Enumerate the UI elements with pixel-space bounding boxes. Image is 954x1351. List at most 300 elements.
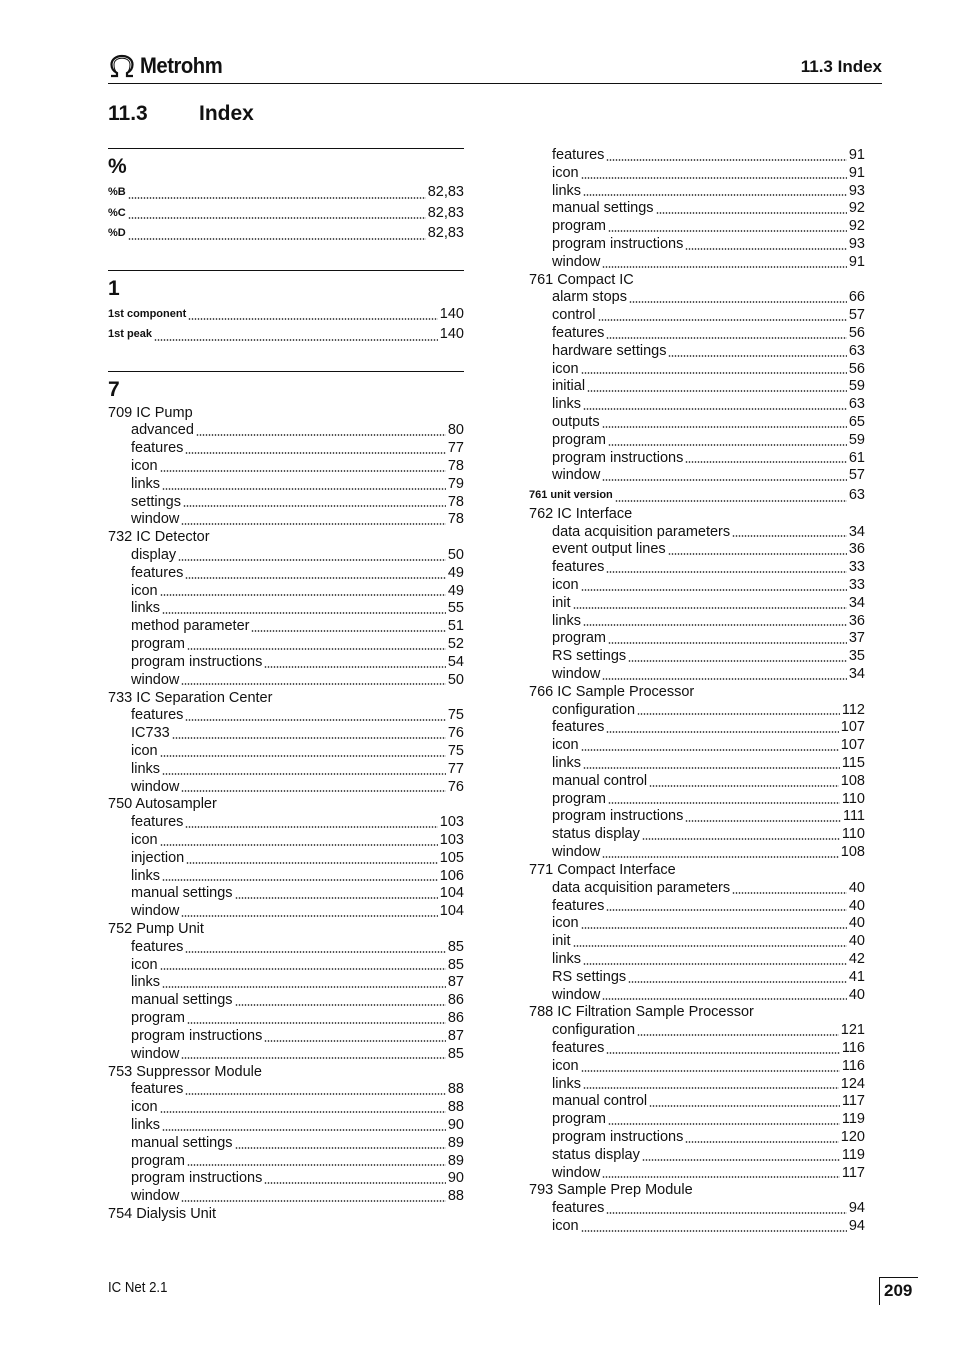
dot-leader [181,1200,446,1202]
entry-text: links [552,182,582,199]
entry-text: icon [131,832,158,848]
index-subentry [108,1081,464,1099]
index-subentry [529,1129,865,1147]
entry-text: window [131,903,180,920]
index-entry [108,223,464,244]
entry-pages: 88 [447,1099,464,1116]
entry-text: program [552,1111,606,1128]
dot-leader [181,915,437,917]
dot-leader [162,488,446,490]
dot-leader [181,523,446,525]
index-subentry [529,933,865,951]
index-subentry [108,476,464,494]
entry-text: manual control [552,1093,648,1110]
entry-pages: 61 [848,449,865,466]
index-subentry [529,773,865,791]
index-entry [108,203,464,224]
entry-text: 762 IC Interface [529,505,633,522]
dot-leader [581,927,847,929]
entry-text: window [131,511,180,528]
dot-leader [160,755,446,757]
index-subentry [108,1170,464,1188]
index-subentry [108,743,464,761]
entry-pages: 34 [848,594,865,611]
index-subentry [529,467,865,485]
entry-pages: 33 [848,577,865,594]
entry-text: links [131,475,161,492]
entry-pages: 140 [439,326,464,342]
entry-pages: 94 [848,1200,865,1217]
entry-text: IC733 [131,725,170,742]
group-heading: % [108,148,464,182]
dot-leader [602,998,847,1000]
dot-leader [187,1164,446,1166]
index-entry-heading [529,272,865,290]
index-subentry [529,165,865,183]
entry-text: icon [131,582,158,599]
entry-text: features [131,440,184,457]
dot-leader [160,1111,446,1113]
index-entry-heading [529,1182,865,1200]
entry-text: data acquisition parameters [552,879,731,896]
index-subentry [529,559,865,577]
entry-pages: 85 [447,938,464,955]
index-subentry [108,636,464,654]
index-subentry [529,577,865,595]
index-subentry [529,325,865,343]
entry-pages: 103 [439,832,464,848]
index-subentry [529,1022,865,1040]
dot-leader [183,505,446,507]
entry-pages: 110 [841,790,865,807]
entry-text: program [552,630,606,647]
entry-text: features [131,564,184,581]
entry-pages: 89 [447,1134,464,1151]
entry-text: features [552,325,605,342]
index-subentry [108,494,464,512]
index-column-left [108,148,464,1250]
entry-pages: 54 [447,653,464,670]
entry-pages: 79 [447,475,464,492]
index-subentry [529,254,865,272]
dot-leader [608,642,847,644]
dot-leader [185,577,445,579]
index-subentry [529,595,865,613]
dot-leader [606,909,846,911]
entry-text: icon [552,1218,579,1235]
dot-leader [637,713,840,715]
index-subentry [108,440,464,458]
index-subentry [529,432,865,450]
entry-text: 761 unit version [529,489,613,502]
index-subentry [529,541,865,559]
dot-leader [160,968,446,970]
entry-text: manual settings [131,1134,233,1151]
entry-text: program [552,218,606,235]
entry-pages: 91 [848,253,865,270]
index-subentry [529,969,865,987]
entry-pages: 78 [447,511,464,528]
index-subentry [529,719,865,737]
index-subentry [108,832,464,850]
omega-logo-icon [108,54,136,78]
index-entry-heading [108,405,464,423]
entry-pages: 106 [439,867,464,884]
entry-pages: 85 [447,1045,464,1062]
entry-pages: 119 [841,1111,865,1128]
index-subentry [529,1200,865,1218]
dot-leader [264,1182,446,1184]
index-subentry [108,1046,464,1064]
entry-pages: 82,83 [427,225,464,241]
dot-leader [615,500,847,502]
entry-pages: 108 [840,772,865,789]
index-subentry [529,1076,865,1094]
entry-pages: 89 [447,1152,464,1169]
entry-text: icon [131,956,158,973]
dot-leader [162,1129,446,1131]
entry-pages: 90 [447,1170,464,1187]
entry-pages: 105 [439,849,464,866]
entry-text: features [131,938,184,955]
index-subentry [108,547,464,565]
entry-text: 793 Sample Prep Module [529,1182,693,1199]
entry-text: features [131,707,184,724]
index-entry [108,182,464,203]
entry-pages: 111 [842,808,865,825]
dot-leader [608,444,847,446]
index-subentry [529,1058,865,1076]
index-subentry [529,200,865,218]
dot-leader [154,339,438,341]
dot-leader [668,553,847,555]
footer-product: IC Net 2.1 [108,1279,168,1296]
brand-name: Metrohm [140,53,223,78]
entry-text: features [552,147,605,163]
dot-leader [581,1070,840,1072]
dot-leader [187,1022,446,1024]
index-subentry [529,648,865,666]
entry-text: hardware settings [552,342,667,359]
dot-leader [251,630,445,632]
index-subentry [529,524,865,542]
entry-pages: 93 [848,182,865,199]
entry-pages: 116 [841,1040,865,1057]
entry-text: 750 Autosampler [108,796,217,813]
index-entry [529,485,865,506]
dot-leader [732,892,847,894]
index-subentry [108,1028,464,1046]
entry-text: 754 Dialysis Unit [108,1206,216,1223]
index-subentry [108,458,464,476]
index-entry-heading [529,862,865,880]
dot-leader [185,826,437,828]
entry-pages: 40 [848,915,865,932]
index-subentry [529,613,865,631]
entry-text: window [552,1164,601,1181]
entry-pages: 49 [447,582,464,599]
dot-leader [602,856,838,858]
index-subentry [108,779,464,797]
index-entry-heading [108,1063,464,1081]
dot-leader [185,951,445,953]
index-subentry [108,600,464,618]
header-rule [108,83,882,84]
dot-leader [608,230,847,232]
entry-text: program [131,1010,185,1027]
index-subentry [529,826,865,844]
entry-pages: 94 [848,1218,865,1235]
entry-text: injection [131,849,185,866]
section-label: 11.3 Index [800,57,882,76]
entry-text: program instructions [131,653,263,670]
entry-text: features [552,1040,605,1057]
entry-pages: 75 [447,742,464,759]
dot-leader [606,571,846,573]
dot-leader [583,408,847,410]
entry-pages: 88 [447,1188,464,1205]
entry-pages: 85 [447,956,464,973]
dot-leader [128,217,426,219]
entry-pages: 116 [841,1057,865,1074]
entry-text: program [131,636,185,653]
entry-pages: 63 [848,342,865,359]
index-subentry [108,725,464,743]
entry-pages: 88 [447,1081,464,1098]
index-subentry [529,361,865,379]
entry-pages: 34 [848,666,865,682]
index-subentry [108,654,464,672]
entry-text: data acquisition parameters [552,523,731,540]
index-subentry [529,183,865,201]
entry-text: window [552,986,601,1003]
entry-text: 752 Pump Unit [108,921,204,938]
metrohm-logo [108,52,229,80]
entry-text: links [552,1075,582,1092]
group-heading: 7 [108,371,464,405]
index-subentry [529,880,865,898]
entry-text: %C [108,206,126,219]
dot-leader [602,479,847,481]
index-subentry [108,903,464,921]
entry-pages: 35 [848,648,865,665]
entry-pages: 65 [848,414,865,431]
entry-text: window [131,671,180,688]
entry-pages: 57 [848,467,865,484]
entry-text: icon [552,915,579,932]
dot-leader [235,1004,446,1006]
index-subentry [529,755,865,773]
entry-text: control [552,307,596,324]
entry-pages: 55 [447,600,464,617]
entry-pages: 49 [447,564,464,581]
entry-text: 771 Compact Interface [529,861,676,878]
entry-pages: 59 [848,431,865,448]
entry-pages: 80 [447,422,464,439]
entry-pages: 124 [840,1075,865,1092]
entry-text: program instructions [552,808,684,825]
dot-leader [188,318,438,320]
entry-text: program instructions [131,1027,263,1044]
dot-leader [162,773,446,775]
entry-pages: 78 [447,457,464,474]
entry-pages: 40 [848,897,865,914]
entry-text: configuration [552,1022,636,1039]
dot-leader [160,594,446,596]
entry-text: features [552,719,605,736]
index-subentry [529,378,865,396]
dot-leader [235,1147,446,1149]
entry-text: program instructions [131,1170,263,1187]
entry-text: status display [552,1146,640,1163]
entry-pages: 91 [848,147,865,163]
index-subentry [108,707,464,725]
dot-leader [581,749,839,751]
dot-leader [162,986,446,988]
entry-pages: 87 [447,1027,464,1044]
dot-leader [685,1141,838,1143]
page-title [108,102,254,126]
group-entries [108,405,464,1224]
entry-pages: 77 [447,440,464,457]
entry-text: window [552,467,601,484]
entry-text: window [131,778,180,795]
dot-leader [581,177,847,179]
index-subentry [108,1117,464,1135]
index-subentry [529,289,865,307]
entry-pages: 41 [848,968,865,985]
index-subentry [108,761,464,779]
index-entry-heading [108,796,464,814]
entry-text: 709 IC Pump [108,404,193,421]
entry-text: features [131,1081,184,1098]
entry-pages: 77 [447,760,464,777]
entry-pages: 112 [841,701,865,718]
entry-pages: 50 [447,671,464,688]
entry-pages: 34 [848,523,865,540]
entry-pages: 107 [840,737,865,754]
index-entry-heading [108,529,464,547]
index-subentry [108,565,464,583]
index-subentry [529,630,865,648]
index-subentry [529,343,865,361]
entry-text: method parameter [131,618,250,635]
dot-leader [235,897,438,899]
entry-text: icon [552,164,579,181]
page-number: 209 [884,1281,913,1300]
index-subentry [529,898,865,916]
entry-pages: 117 [841,1093,865,1110]
entry-text: links [131,974,161,991]
index-entry-heading [108,921,464,939]
dot-leader [602,266,847,268]
entry-pages: 121 [840,1022,865,1039]
dot-leader [583,767,840,769]
entry-pages: 75 [447,707,464,724]
dot-leader [178,559,446,561]
dot-leader [685,248,847,250]
dot-leader [581,1230,847,1232]
index-subentry [529,414,865,432]
index-subentry [108,885,464,903]
index-subentry [529,1147,865,1165]
entry-pages: 92 [848,200,865,217]
index-subentry [108,618,464,636]
dot-leader [606,1052,839,1054]
entry-pages: 40 [848,933,865,950]
entry-text: links [131,600,161,617]
entry-pages: 76 [447,725,464,742]
dot-leader [186,862,438,864]
title-number: 11.3 [108,102,148,125]
entry-pages: 63 [848,396,865,413]
index-subentry [529,1218,865,1236]
index-group [108,148,464,244]
dot-leader [162,612,446,614]
entry-pages: 57 [848,307,865,324]
entry-text: event output lines [552,541,666,558]
dot-leader [128,238,426,240]
entry-pages: 37 [848,630,865,647]
dot-leader [160,844,438,846]
index-subentry [108,1010,464,1028]
index-subentry [529,147,865,165]
entry-text: 761 Compact IC [529,271,634,288]
entry-text: 788 IC Filtration Sample Processor [529,1004,754,1021]
dot-leader [583,1087,839,1089]
entry-text: advanced [131,422,194,439]
entry-pages: 76 [447,778,464,795]
index-subentry [108,1135,464,1153]
entry-text: window [552,253,601,270]
dot-leader [606,159,846,161]
dot-leader [606,337,846,339]
dot-leader [602,1176,840,1178]
dot-leader [668,355,846,357]
group-heading: 1 [108,270,464,304]
index-subentry [529,1165,865,1183]
index-entry-heading [529,684,865,702]
entry-text: 766 IC Sample Processor [529,683,695,700]
entry-text: window [131,1045,180,1062]
index-entry-heading [108,1206,464,1224]
entry-text: 753 Suppressor Module [108,1063,262,1080]
entry-pages: 87 [447,974,464,991]
index-subentry [529,236,865,254]
index-subentry [529,737,865,755]
entry-pages: 104 [439,885,464,902]
dot-leader [656,212,847,214]
dot-leader [637,1034,839,1036]
entry-text: icon [131,742,158,759]
entry-pages: 119 [841,1146,865,1163]
entry-text: outputs [552,414,600,431]
entry-text: window [131,1188,180,1205]
entry-pages: 42 [848,950,865,967]
dot-leader [181,1057,446,1059]
entry-text: window [552,666,601,682]
index-subentry [529,844,865,862]
entry-pages: 82,83 [427,184,464,200]
entry-text: program instructions [552,1129,684,1145]
index-entry-heading [108,689,464,707]
index-subentry [529,396,865,414]
entry-pages: 103 [439,814,464,831]
dot-leader [598,319,847,321]
entry-pages: 115 [841,755,865,772]
group-entries [108,182,464,244]
entry-pages: 140 [439,305,464,322]
